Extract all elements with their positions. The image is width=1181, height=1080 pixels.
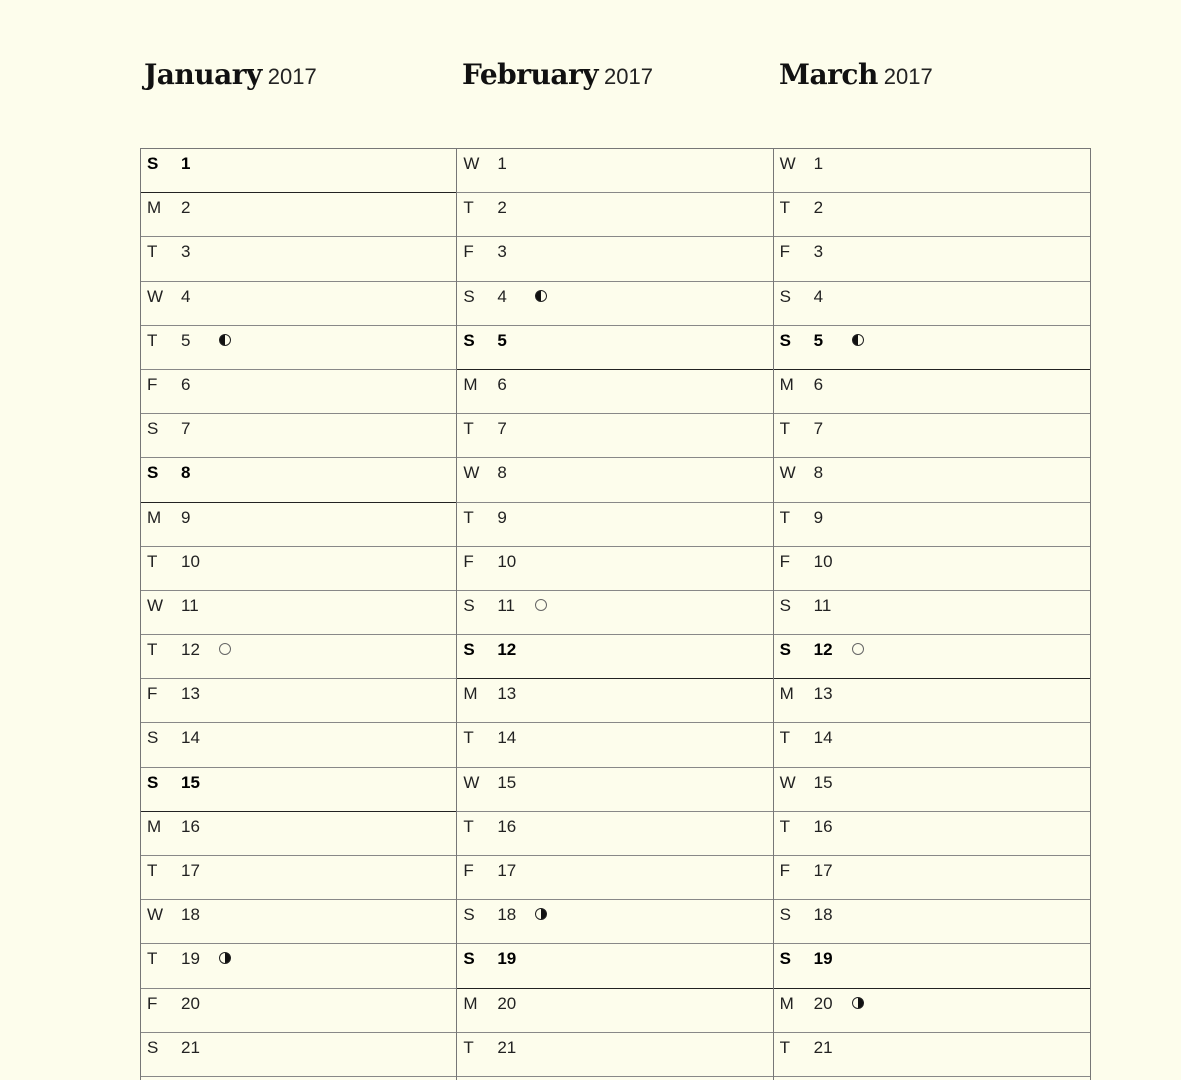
day-row[interactable] [457,237,772,281]
weekday-letter: W [779,154,796,173]
weekday-letter: W [463,154,480,173]
day-row[interactable] [457,768,772,812]
day-number: 8 [497,463,507,483]
day-number: 10 [813,551,833,571]
day-number: 21 [813,1037,833,1057]
day-row[interactable] [457,326,772,370]
month-header-february [462,58,653,91]
full-moon-icon [852,643,864,655]
last-quarter-moon-icon [852,997,864,1009]
weekday-letter: T [463,507,474,527]
weekday-letter: S [147,154,159,173]
day-number: 18 [497,905,517,925]
day-number: 1 [497,154,507,173]
month-name: January [144,58,262,91]
day-number: 17 [497,861,517,880]
last-quarter-moon-icon [535,908,547,920]
weekday-letter: S [779,286,791,306]
first-quarter-moon-icon [852,334,864,346]
day-row[interactable] [457,944,772,988]
day-number: 20 [181,993,200,1013]
day-row[interactable] [774,237,1090,281]
weekday-letter: T [779,728,791,748]
day-number: 9 [497,507,507,527]
day-row[interactable] [141,282,456,326]
weekday-letter: T [779,816,791,836]
weekday-letter: S [463,595,475,615]
day-row[interactable] [457,989,772,1033]
weekday-letter: F [463,861,474,880]
weekday-letter: T [779,1037,791,1057]
day-row[interactable] [457,635,772,679]
weekday-letter: S [147,728,159,748]
last-quarter-moon-icon [219,952,231,964]
day-row[interactable] [141,944,456,988]
first-quarter-moon-icon [535,290,547,302]
weekday-letter: S [779,949,791,969]
weekday-letter: S [779,640,791,660]
weekday-letter: T [463,1037,474,1057]
month-column-january [141,149,457,1080]
day-number: 7 [181,419,191,439]
day-number: 13 [813,684,833,704]
weekday-letter: M [147,507,162,527]
day-number: 18 [813,905,833,925]
day-number: 1 [181,154,191,173]
day-row[interactable] [457,458,772,502]
day-row[interactable] [141,635,456,679]
day-number: 2 [497,198,507,218]
month-header-january [144,58,317,91]
day-number: 6 [181,374,191,394]
month-column-march [774,149,1090,1080]
month-year: 2017 [883,64,933,89]
day-number: 7 [813,419,824,439]
day-row[interactable] [141,326,456,370]
calendar-grid [140,148,1091,1080]
day-row[interactable] [141,768,456,812]
day-row[interactable] [774,591,1090,635]
day-number: 12 [813,640,833,660]
weekday-letter: S [463,949,475,969]
weekday-letter: F [147,684,158,704]
day-number: 5 [497,330,507,350]
weekday-letter: F [779,551,791,571]
day-row[interactable] [457,679,772,723]
month-name: March [779,58,878,91]
weekday-letter: S [463,905,475,925]
day-row[interactable] [457,856,772,900]
day-row[interactable] [457,723,772,767]
day-row[interactable] [774,812,1090,856]
day-row[interactable] [141,1033,456,1077]
weekday-letter: S [147,463,159,483]
day-number: 21 [181,1037,200,1057]
day-number: 15 [181,772,200,792]
day-row[interactable] [141,149,456,193]
weekday-letter: W [147,905,164,925]
weekday-letter: W [463,772,480,792]
month-year: 2017 [267,64,317,89]
day-number: 14 [497,728,517,748]
weekday-letter: T [779,419,791,439]
day-number: 15 [497,772,517,792]
day-number: 8 [813,463,824,483]
day-number: 19 [181,949,200,969]
day-number: 14 [813,728,833,748]
day-number: 9 [181,507,191,527]
day-number: 4 [497,286,507,306]
day-row[interactable] [774,635,1090,679]
weekday-letter: M [779,684,794,704]
month-header-march [779,58,933,91]
day-number: 2 [813,198,824,218]
day-row[interactable] [774,193,1090,237]
day-row[interactable] [457,812,772,856]
day-row[interactable] [141,812,456,856]
day-number: 7 [497,419,507,439]
weekday-letter: T [147,242,158,262]
weekday-letter: F [463,551,474,571]
weekday-letter: T [779,198,791,218]
weekday-letter: M [779,374,794,394]
day-row[interactable] [141,989,456,1033]
day-number: 20 [497,993,517,1013]
day-number: 20 [813,993,833,1013]
day-row[interactable] [141,414,456,458]
day-number: 15 [813,772,833,792]
day-row[interactable] [457,900,772,944]
weekday-letter: T [463,728,474,748]
day-number: 16 [181,816,200,836]
weekday-letter: T [147,640,158,660]
weekday-letter: T [463,419,474,439]
day-row[interactable] [774,547,1090,591]
weekday-letter: S [463,286,475,306]
day-row[interactable] [141,370,456,414]
weekday-letter: F [779,242,791,262]
day-row[interactable] [774,900,1090,944]
day-row[interactable] [457,282,772,326]
day-number: 6 [497,374,507,394]
full-moon-icon [219,643,231,655]
month-column-february [457,149,773,1080]
full-moon-icon [535,599,547,611]
day-number: 13 [181,684,200,704]
day-row[interactable] [457,414,772,458]
weekday-letter: T [463,816,474,836]
weekday-letter: S [463,330,475,350]
day-number: 14 [181,728,200,748]
day-number: 12 [181,640,200,660]
day-number: 10 [497,551,517,571]
day-row[interactable] [774,989,1090,1033]
weekday-letter: S [147,419,159,439]
weekday-letter: F [779,861,791,880]
day-row[interactable] [141,679,456,723]
day-row[interactable] [774,768,1090,812]
day-number: 2 [181,198,191,218]
weekday-letter: M [147,198,162,218]
weekday-letter: M [463,684,478,704]
weekday-letter: M [463,374,478,394]
day-row[interactable] [141,503,456,547]
day-number: 12 [497,640,517,660]
day-number: 9 [813,507,824,527]
weekday-letter: M [463,993,478,1013]
day-row[interactable] [141,547,456,591]
day-row[interactable] [774,414,1090,458]
weekday-letter: F [463,242,474,262]
weekday-letter: T [147,330,158,350]
day-row[interactable] [457,370,772,414]
day-row[interactable] [774,282,1090,326]
weekday-letter: W [463,463,480,483]
day-number: 5 [813,330,824,350]
weekday-letter: S [779,595,791,615]
weekday-letter: T [463,198,474,218]
weekday-letter: W [779,463,796,483]
day-row[interactable] [457,1033,772,1077]
weekday-letter: W [147,595,164,615]
day-row[interactable] [774,944,1090,988]
day-row[interactable] [457,503,772,547]
day-row[interactable] [774,458,1090,502]
day-row[interactable] [774,503,1090,547]
weekday-letter: S [779,330,791,350]
day-number: 13 [497,684,517,704]
day-row[interactable] [774,856,1090,900]
day-number: 11 [181,595,199,615]
weekday-letter: W [779,772,796,792]
day-row[interactable] [774,1033,1090,1077]
day-number: 3 [497,242,507,262]
day-number: 18 [181,905,200,925]
day-row[interactable] [774,370,1090,414]
weekday-letter: T [147,861,158,880]
day-row[interactable] [774,326,1090,370]
day-number: 17 [813,861,833,880]
weekday-letter: S [147,1037,159,1057]
day-number: 16 [813,816,833,836]
day-number: 1 [813,154,824,173]
day-row[interactable] [141,237,456,281]
day-number: 11 [497,595,515,615]
weekday-letter: S [779,905,791,925]
day-row[interactable] [141,193,456,237]
day-number: 16 [497,816,517,836]
day-row[interactable] [457,149,772,193]
weekday-letter: M [147,816,162,836]
day-row[interactable] [457,591,772,635]
day-row[interactable] [141,591,456,635]
day-number: 4 [181,286,191,306]
day-number: 19 [813,949,833,969]
weekday-letter: T [147,551,158,571]
day-number: 4 [813,286,824,306]
month-year: 2017 [604,64,653,89]
day-number: 19 [497,949,517,969]
day-row[interactable] [457,547,772,591]
day-row[interactable] [774,679,1090,723]
day-number: 17 [181,861,200,880]
day-row[interactable] [774,723,1090,767]
day-number: 3 [181,242,191,262]
weekday-letter: F [147,993,158,1013]
day-number: 5 [181,330,191,350]
weekday-letter: F [147,374,158,394]
day-number: 11 [813,595,832,615]
day-number: 10 [181,551,200,571]
month-name: February [462,58,599,91]
weekday-letter: S [147,772,159,792]
day-row[interactable] [774,149,1090,193]
day-row[interactable] [141,856,456,900]
weekday-letter: T [147,949,158,969]
day-number: 3 [813,242,824,262]
weekday-letter: S [463,640,475,660]
day-row[interactable] [141,723,456,767]
day-number: 21 [497,1037,517,1057]
first-quarter-moon-icon [219,334,231,346]
day-number: 8 [181,463,191,483]
weekday-letter: M [779,993,794,1013]
weekday-letter: W [147,286,164,306]
day-number: 6 [813,374,824,394]
day-row[interactable] [457,193,772,237]
weekday-letter: T [779,507,791,527]
day-row[interactable] [141,900,456,944]
day-row[interactable] [141,458,456,502]
